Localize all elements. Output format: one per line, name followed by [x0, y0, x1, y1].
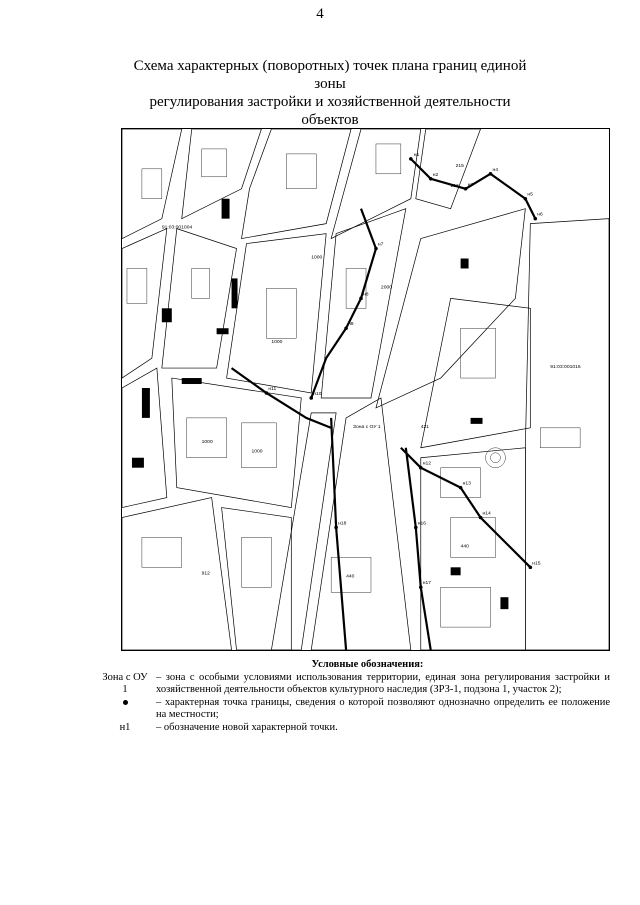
point-label-16: н16: [417, 520, 427, 527]
legend-symbol-point: [100, 697, 150, 710]
building-contours: [127, 144, 580, 627]
building-number-8: 440: [346, 573, 355, 580]
legend-item-point: [0, 697, 640, 722]
point-label-14: н14: [482, 510, 491, 517]
point-label-9: н9: [348, 321, 354, 328]
parcel-label-2: 91:03:001016: [550, 364, 581, 371]
point-label-15: н15: [532, 560, 541, 567]
building-number-10: 440: [460, 543, 469, 550]
cadastral-map: [121, 128, 610, 651]
point-label-8: н8: [363, 291, 369, 298]
point-label-1: н1: [413, 151, 420, 158]
point-label-6: н6: [537, 211, 543, 218]
page-number: 4: [316, 6, 324, 22]
point-label-5: н5: [527, 191, 533, 198]
building-number-9: 216: [450, 182, 459, 189]
building-number-5: 1000: [201, 438, 213, 445]
map-drawing: [122, 129, 609, 650]
legend-text-point: – характерная точка границы, сведения о которой позволяют однозначно определить ее положение на местности;: [156, 696, 610, 720]
building-number-6: 1000: [251, 448, 263, 455]
zone-label: Зона с ОУ 1: [353, 423, 381, 430]
building-number-2: 1000: [311, 254, 323, 261]
point-dot-icon: [123, 700, 128, 705]
point-label-13: н13: [462, 480, 471, 487]
point-label-3: н3: [467, 181, 474, 188]
legend-item-new-point: [0, 722, 640, 735]
point-label-7: н7: [377, 241, 384, 248]
building-number-7: 912: [201, 570, 210, 577]
point-label-11: н11: [268, 385, 277, 392]
building-number-1: 215: [455, 162, 464, 169]
building-number-11: 421: [420, 423, 430, 430]
parcel-label-1: 91:03:001004: [161, 224, 193, 231]
point-label-10: н10: [313, 390, 322, 397]
street-blocks: [122, 129, 609, 650]
legend: [0, 659, 640, 734]
point-label-18: н18: [338, 520, 347, 527]
legend-text-new-point: – обозначение новой характерной точки.: [156, 721, 338, 733]
point-label-2: н2: [432, 171, 439, 178]
legend-heading: Условные обозначения:: [311, 659, 424, 670]
boundary-points: [265, 157, 537, 589]
building-number-3: 1000: [271, 339, 283, 346]
title-line-1: Схема характерных (поворотных) точек плана границ единой зоны: [133, 58, 527, 92]
point-label-4: н4: [492, 166, 498, 173]
legend-item-zone: [0, 672, 640, 697]
point-label-17: н17: [422, 580, 432, 587]
point-label-12: н12: [422, 460, 432, 467]
legend-symbol-zone: Зона с ОУ 1: [102, 671, 148, 695]
legend-symbol-new-point: н1: [119, 721, 131, 733]
legend-text-zone: – зона с особыми условиями использования территории, единая зона регулирования застройки и хозяйственной деятельности объектов культурного наследия (ЗРЗ-1, подзона 1, участок 2);: [156, 671, 610, 695]
title-line-2: регулирования застройки и хозяйственной деятельности объектов: [149, 94, 511, 128]
building-number-4: 2000: [380, 284, 392, 291]
